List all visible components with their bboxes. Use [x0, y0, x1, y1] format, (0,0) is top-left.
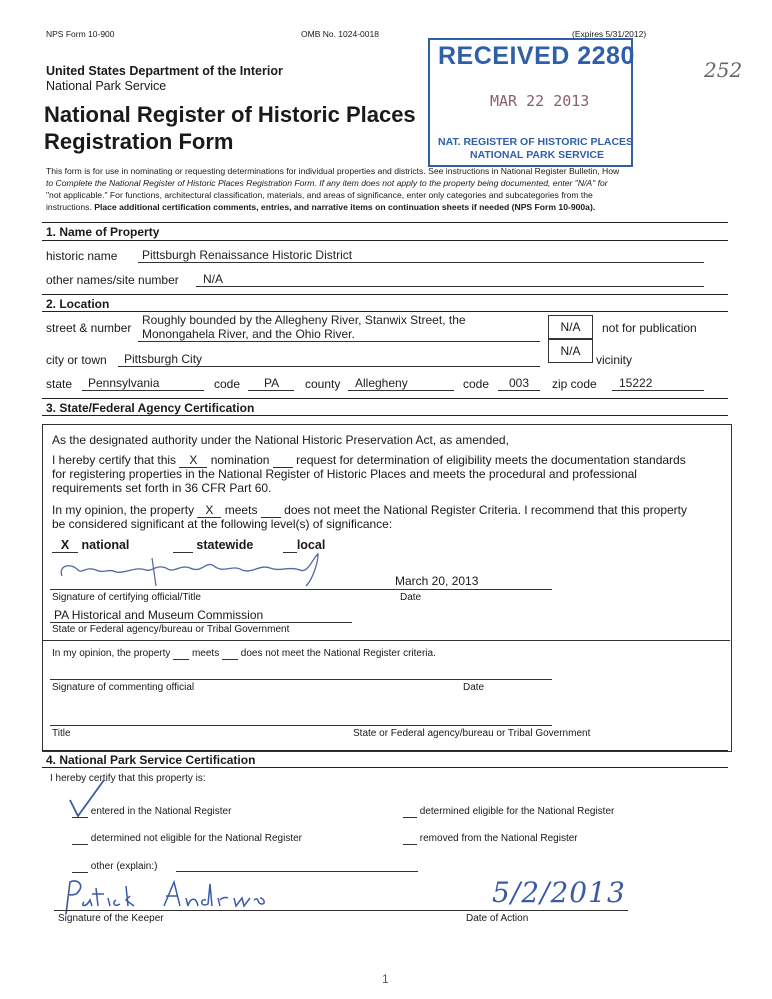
removed-label: removed from the National Register [419, 833, 578, 844]
form-title-line2: Registration Form [44, 129, 234, 154]
form-title-line1: National Register of Historic Places [44, 102, 416, 127]
level-local: local [296, 538, 326, 552]
opinion-line1 [52, 503, 687, 518]
street-label: street & number [46, 321, 132, 335]
agency-value: PA Historical and Museum Commission [54, 608, 264, 622]
keeper-signature [56, 876, 276, 918]
level-national: national [81, 538, 130, 552]
city-label: city or town [46, 353, 107, 367]
stamp-line2: NATIONAL PARK SERVICE [470, 149, 604, 161]
other-names-label: other names/site number [46, 273, 179, 287]
city-value: Pittsburgh City [124, 352, 203, 366]
removed-blank [403, 833, 417, 845]
commenting-date-label: Date [463, 682, 485, 693]
signature-title-label: Signature of certifying official/Title [52, 592, 201, 603]
street-value-line2: Monongahela River, and the Ohio River. [142, 327, 355, 341]
date-label: Date [400, 592, 422, 603]
eligible-blank [403, 806, 417, 818]
stamp-date: MAR 22 2013 [490, 92, 590, 110]
option-not-eligible [72, 833, 302, 845]
not-meet-blank [261, 503, 281, 518]
zip-label: zip code [552, 377, 597, 391]
comment-not-meet-blank [222, 648, 238, 660]
commenting-signature-label: Signature of commenting official [52, 682, 195, 693]
expiration-date: (Expires 5/31/2012) [572, 29, 647, 39]
stamp-line1: NAT. REGISTER OF HISTORIC PLACES [438, 136, 634, 148]
section2-heading: 2. Location [46, 297, 110, 311]
title-label: Title [52, 728, 71, 739]
state-value: Pennsylvania [88, 376, 160, 390]
comment-meets-blank [173, 648, 189, 660]
agency-label: State or Federal agency/bureau or Tribal Government [52, 624, 290, 635]
county-code-value: 003 [509, 376, 530, 390]
omb-number: OMB No. 1024-0018 [301, 29, 379, 39]
statewide-blank [173, 538, 193, 553]
entered-blank [72, 806, 88, 818]
other-names-value: N/A [203, 272, 224, 286]
request-blank [273, 453, 293, 468]
option-eligible [403, 806, 614, 818]
certify-line1 [52, 453, 686, 468]
intro-line2: to Complete the National Register of Historic Places Registration Form. If any item does not apply to the property being documented, enter "N/A" for [46, 178, 608, 188]
nps-certify-statement: I hereby certify that this property is: [50, 773, 206, 784]
not-for-publication-label: not for publication [602, 321, 697, 335]
certify-text-c: request for determination of eligibility meets the documentation standards [296, 453, 686, 467]
section1-heading: 1. Name of Property [46, 225, 160, 239]
county-value: Allegheny [355, 376, 408, 390]
department-name: United States Department of the Interior [46, 64, 283, 78]
option-entered [72, 806, 231, 818]
option-other [72, 861, 157, 873]
zip-value: 15222 [619, 376, 653, 390]
local-blank [283, 538, 297, 553]
authority-statement: As the designated authority under the National Historic Preservation Act, as amended, [52, 433, 509, 447]
keeper-signature-label: Signature of the Keeper [58, 913, 164, 924]
intro-line4 [46, 202, 595, 212]
page-number: 1 [382, 972, 389, 986]
county-label: county [305, 377, 341, 391]
nomination-mark: X [179, 453, 207, 468]
certify-nomination: nomination [210, 453, 270, 467]
section3-heading: 3. State/Federal Agency Certification [46, 401, 255, 415]
comment-opinion-c: does not meet the National Register criteria. [240, 648, 436, 659]
opinion-line2: be considered significant at the following level(s) of significance: [52, 517, 393, 531]
comment-opinion-a: In my opinion, the property [52, 648, 171, 659]
vicinity-label: vicinity [596, 353, 633, 367]
comment-meets: meets [191, 648, 220, 659]
historic-name-label: historic name [46, 249, 118, 263]
county-code-label: code [463, 377, 490, 391]
state-label: state [46, 377, 73, 391]
other-label: other (explain:) [90, 861, 158, 872]
certifying-date: March 20, 2013 [395, 574, 479, 588]
street-value-line1: Roughly bounded by the Allegheny River, Stanwix Street, the [142, 313, 466, 327]
comment-opinion [52, 648, 436, 660]
eligible-label: determined eligible for the National Register [419, 806, 615, 817]
intro-continuation-note: Place additional certification comments, entries, and narrative items on continuation sheets if needed (NPS Form 10-900a). [94, 202, 596, 212]
not-for-publication-box: N/A [548, 315, 593, 339]
service-name: National Park Service [46, 79, 167, 93]
opinion-text-a: In my opinion, the property [52, 503, 195, 517]
form-number: NPS Form 10-900 [46, 29, 115, 39]
significance-levels [52, 538, 325, 553]
option-removed [403, 833, 578, 845]
handwritten-number: 252 [704, 58, 743, 82]
certify-text-a: I hereby certify that this [52, 453, 177, 467]
other-blank [72, 861, 88, 873]
state-code-value: PA [264, 376, 280, 390]
opinion-meets: meets [224, 503, 258, 517]
section4-heading: 4. National Park Service Certification [46, 753, 256, 767]
certify-line2: for registering properties in the National Register of Historic Places and meets the procedural and professional [52, 467, 637, 481]
vicinity-box: N/A [548, 339, 593, 363]
intro-line3: "not applicable." For functions, architectural classification, materials, and areas of significance, enter only categories and subcategories from the [46, 190, 593, 200]
not-eligible-blank [72, 833, 88, 845]
certify-line3: requirements set forth in 36 CFR Part 60. [52, 481, 272, 495]
action-date: 5/2/2013 [492, 876, 626, 909]
received-stamp [428, 38, 633, 167]
intro-instructions: instructions. [46, 202, 92, 212]
opinion-text-c: does not meet the National Register Criteria. I recommend that this property [284, 503, 687, 517]
meets-mark: X [197, 503, 221, 518]
not-eligible-label: determined not eligible for the National Register [90, 833, 303, 844]
entered-label: entered in the National Register [90, 806, 232, 817]
state-code-label: code [214, 377, 241, 391]
title-agency-label: State or Federal agency/bureau or Tribal Government [353, 728, 591, 739]
level-statewide: statewide [196, 538, 254, 552]
historic-name-value: Pittsburgh Renaissance Historic District [142, 248, 353, 262]
national-mark: X [52, 538, 78, 553]
stamp-received: RECEIVED 2280 [438, 42, 635, 70]
date-of-action-label: Date of Action [466, 913, 529, 924]
certifying-signature [56, 552, 326, 592]
intro-line1: This form is for use in nominating or requesting determinations for individual properties and districts. See instructions in National Register Bulletin, How [46, 166, 620, 176]
